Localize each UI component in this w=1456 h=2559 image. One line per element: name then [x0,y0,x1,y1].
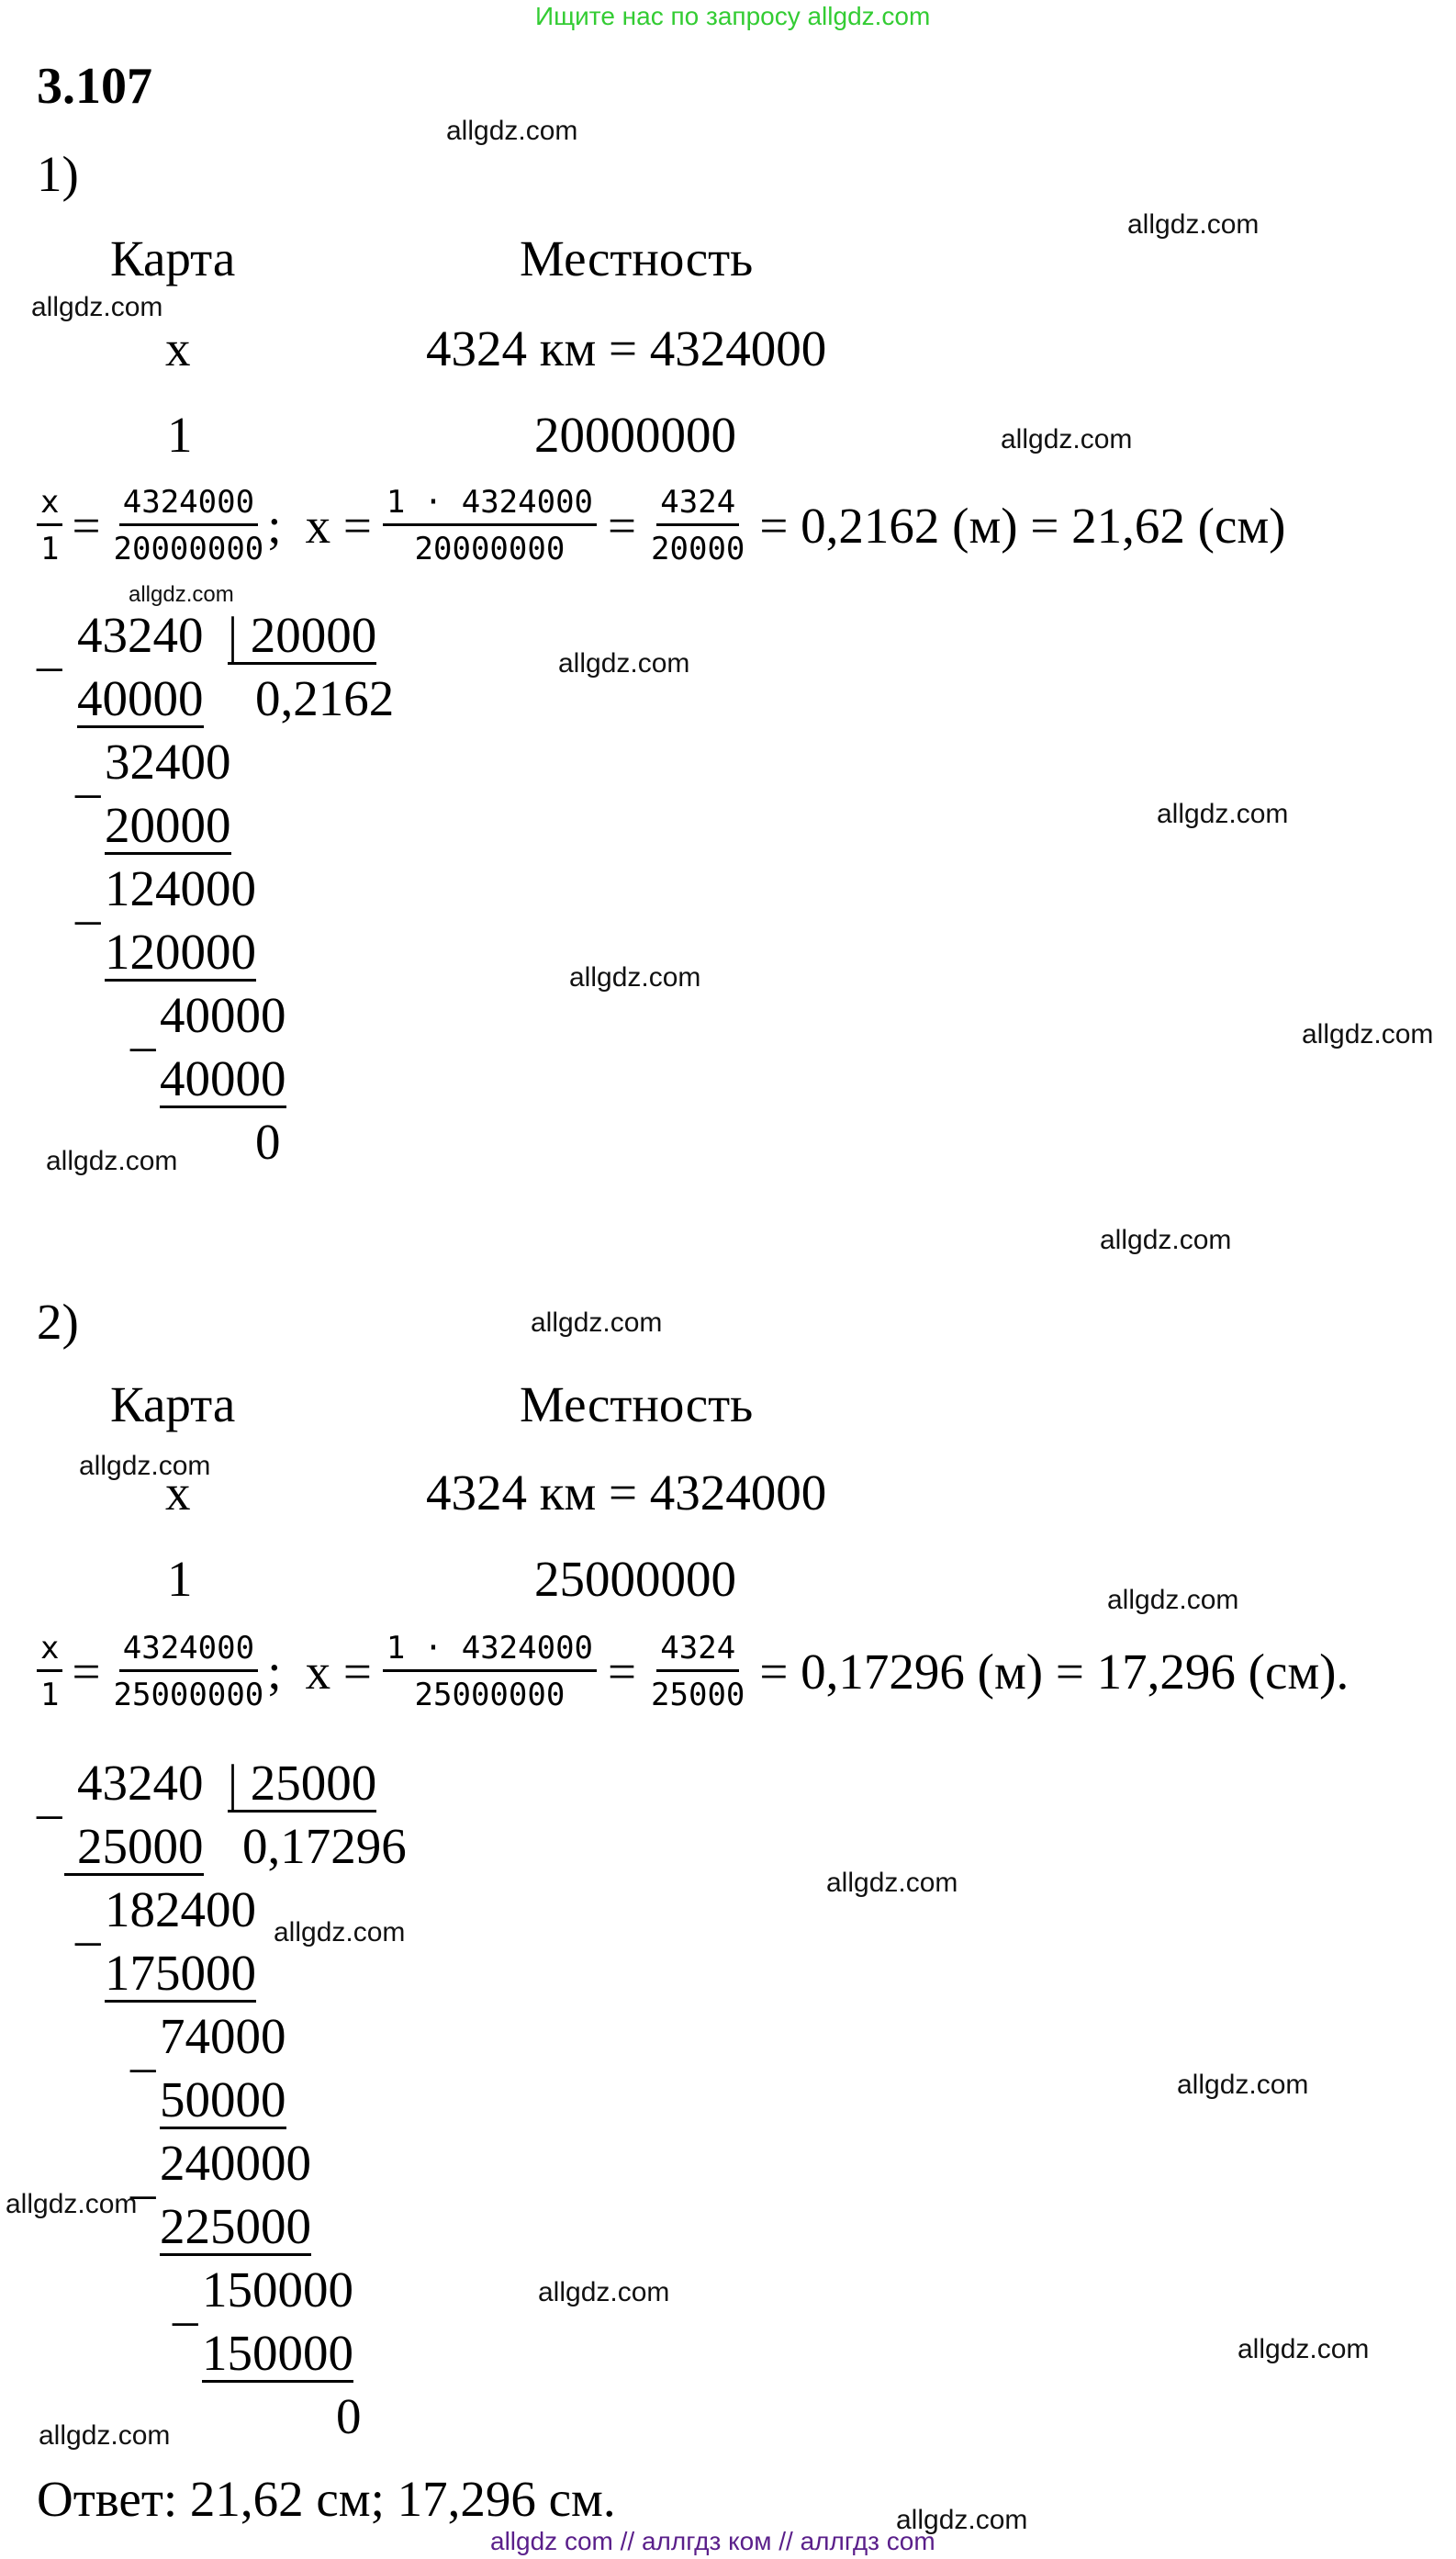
part2-quotient: 0,17296 [242,1818,407,1874]
watermark: allgdz.com [1177,2070,1309,2100]
part2-div-remainder: 0 [336,2388,362,2444]
part2-div-line-6: 240000 [160,2135,311,2191]
part2-div-line-3: 175000 [105,1945,256,2001]
watermark: allgdz.com [826,1868,958,1898]
watermark: allgdz.com [6,2189,138,2219]
part2-div-line-1: 25000 [64,1821,204,1876]
watermark: allgdz.com [896,2505,1028,2535]
part1-div-line-4: 124000 [105,860,256,916]
answer-text: Ответ: 21,62 см; 17,296 см. [37,2471,616,2527]
watermark: allgdz.com [1302,1019,1434,1049]
watermark: allgdz.com [79,1451,211,1481]
header-search-hint[interactable]: Ищите нас по запросу allgdz.com [535,2,931,30]
part2-row1-terrain: 4324 км = 4324000 [426,1465,827,1521]
part1-row1-terrain: 4324 км = 4324000 [426,320,827,376]
watermark: allgdz.com [39,2420,171,2451]
part2-div-line-5: 50000 [160,2071,286,2127]
watermark: allgdz.com [1238,2334,1370,2364]
part1-fraction-x-over-1: $\frac{x}{1}$ [37,487,62,565]
part1-label: 1) [37,146,79,202]
part1-result: = 0,2162 (м) = 21,62 (см) [759,498,1286,554]
watermark: allgdz.com [129,582,234,607]
part1-divisor: | 20000 [228,607,377,663]
part1-div-remainder: 0 [255,1114,281,1170]
part1-col-terrain: Местность [520,230,754,286]
watermark: allgdz.com [31,292,163,322]
watermark: allgdz.com [446,116,578,146]
part1-div-line-3: 20000 [105,797,231,853]
watermark: allgdz.com [1107,1585,1239,1615]
part2-div-minus-2: _ [75,1894,101,1950]
part2-div-line-2: 182400 [105,1881,256,1937]
part1-fraction-ratio: $\frac{4324000}{20000000}$ [113,484,264,567]
part1-quotient: 0,2162 [255,670,395,726]
part1-div-minus-3: _ [75,873,101,929]
part1-row1-map: x [165,320,191,376]
part2-div-minus: _ [37,1768,62,1824]
watermark: allgdz.com [46,1146,178,1176]
part1-div-minus: _ [37,620,62,676]
part2-div-minus-3: _ [130,2021,156,2077]
part2-fraction-ratio: $\frac{4324000}{25000000}$ [113,1630,264,1713]
watermark: allgdz.com [531,1308,663,1338]
part1-fraction-product: $\frac{1 \cdot 4324000}{20000000}$ [383,487,597,565]
part1-col-map: Карта [110,230,236,286]
problem-number: 3.107 [37,58,152,115]
part2-div-minus-5: _ [173,2274,198,2330]
part1-div-minus-4: _ [130,1000,156,1056]
part2-fraction-x-over-1: $\frac{x}{1}$ [37,1633,62,1711]
part2-col-map: Карта [110,1376,236,1432]
part1-div-line-1: 40000 [77,670,204,726]
part2-div-line-7: 225000 [160,2198,311,2254]
part2-col-terrain: Местность [520,1376,754,1432]
footer-links[interactable]: allgdz com // аллгдз ком // аллгдз com [490,2527,935,2555]
watermark: allgdz.com [538,2277,670,2307]
watermark: allgdz.com [569,962,701,993]
part2-div-minus-4: _ [130,2148,156,2204]
part1-fraction-reduced: $\frac{4324}{20000}$ [651,484,745,567]
part2-fraction-product: $\frac{1 \cdot 4324000}{25000000}$ [383,1633,597,1711]
watermark: allgdz.com [1100,1225,1232,1255]
part2-row2-terrain: 25000000 [534,1551,736,1607]
part1-div-minus-2: _ [75,746,101,802]
part2-div-line-8: 150000 [202,2262,353,2318]
watermark: allgdz.com [558,648,690,679]
part1-row2-terrain: 20000000 [534,407,736,463]
part2-dividend: 43240 [77,1755,204,1811]
part2-divisor: | 25000 [228,1755,377,1811]
part2-row1-map: x [165,1465,191,1521]
part2-div-line-4: 74000 [160,2008,286,2064]
part1-equation: $\frac{x}{1}$ = $\frac{4324000}{20000000}$ ; x = $\frac{1 \cdot 4324000}{20000000}$ = $\frac{4324}{20000}$ = 0,2162 (м) = 21,62 (см) [37,487,1285,565]
watermark: allgdz.com [274,1917,406,1947]
part1-div-line-6: 40000 [160,987,286,1043]
watermark: allgdz.com [1157,799,1289,829]
watermark: allgdz.com [1001,424,1133,455]
part2-label: 2) [37,1294,79,1350]
part1-div-line-5: 120000 [105,924,256,980]
part2-equation: $\frac{x}{1}$ = $\frac{4324000}{25000000}$ ; x = $\frac{1 \cdot 4324000}{25000000}$ = $\frac{4324}{25000}$ = 0,17296 (м) = 17,296 (см). [37,1633,1349,1711]
part1-dividend: 43240 [77,607,204,663]
part1-row2-map: 1 [167,407,193,463]
part1-div-line-7: 40000 [160,1050,286,1106]
part1-div-line-2: 32400 [105,734,231,790]
part2-div-line-9: 150000 [202,2325,353,2381]
part2-row2-map: 1 [167,1551,193,1607]
part2-result: = 0,17296 (м) = 17,296 (см). [759,1644,1350,1700]
part2-fraction-reduced: $\frac{4324}{25000}$ [651,1630,745,1713]
watermark: allgdz.com [1127,209,1260,240]
